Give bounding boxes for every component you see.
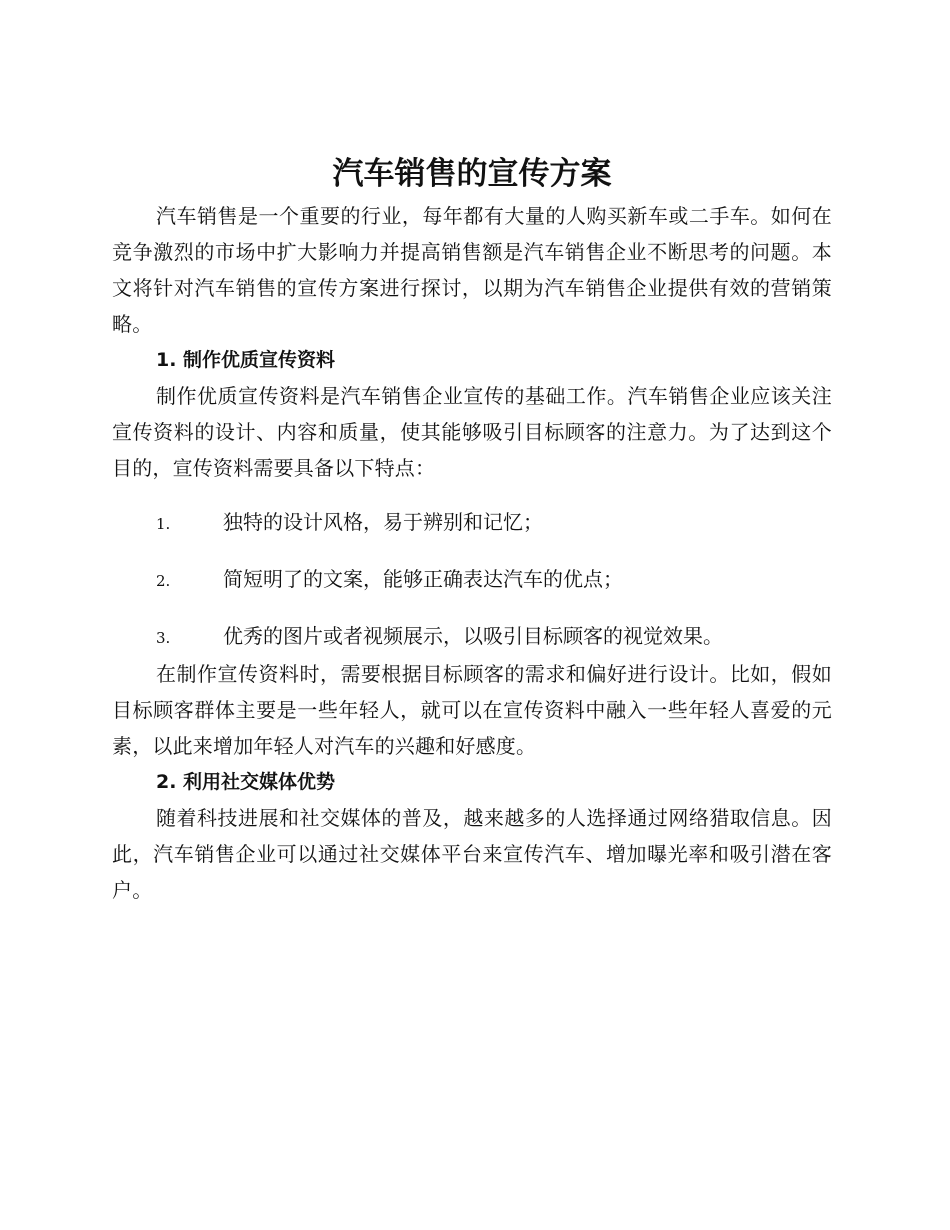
list-item — [112, 618, 832, 656]
section-1-paragraph-2: 在制作宣传资料时，需要根据目标顾客的需求和偏好进行设计。比如，假如目标顾客群体主要是一些年轻人，就可以在宣传资料中融入一些年轻人喜爱的元素，以此来增加年轻人对汽车的兴趣和好感度。 — [112, 662, 832, 758]
list-item-number: 2. — [156, 572, 171, 590]
section-2-paragraph-1: 随着科技进展和社交媒体的普及，越来越多的人选择通过网络猎取信息。因此，汽车销售企业可以通过社交媒体平台来宣传汽车、增加曝光率和吸引潜在客户。 — [112, 806, 832, 902]
list-item-text: 简短明了的文案，能够正确表达汽车的优点； — [223, 567, 623, 591]
section-1-paragraph-1: 制作优质宣传资料是汽车销售企业宣传的基础工作。汽车销售企业应该关注宣传资料的设计、内容和质量，使其能够吸引目标顾客的注意力。为了达到这个目的，宣传资料需要具备以下特点： — [112, 384, 832, 480]
section-1-heading: 1. 制作优质宣传资料 — [156, 349, 336, 371]
list-item-number: 3. — [156, 629, 171, 647]
list-item — [112, 504, 832, 542]
list-item-text: 独特的设计风格，易于辨别和记忆； — [223, 510, 543, 534]
feature-list — [112, 504, 832, 656]
document-page — [112, 150, 832, 908]
list-item — [112, 561, 832, 599]
document-title: 汽车销售的宣传方案 — [332, 156, 612, 192]
section-2-heading: 2. 利用社交媒体优势 — [156, 771, 336, 793]
list-item-number: 1. — [156, 515, 171, 533]
intro-paragraph: 汽车销售是一个重要的行业，每年都有大量的人购买新车或二手车。如何在竞争激烈的市场中扩大影响力并提高销售额是汽车销售企业不断思考的问题。本文将针对汽车销售的宣传方案进行探讨，以期为汽车销售企业提供有效的营销策略。 — [112, 204, 832, 336]
list-item-text: 优秀的图片或者视频展示，以吸引目标顾客的视觉效果。 — [223, 624, 723, 648]
